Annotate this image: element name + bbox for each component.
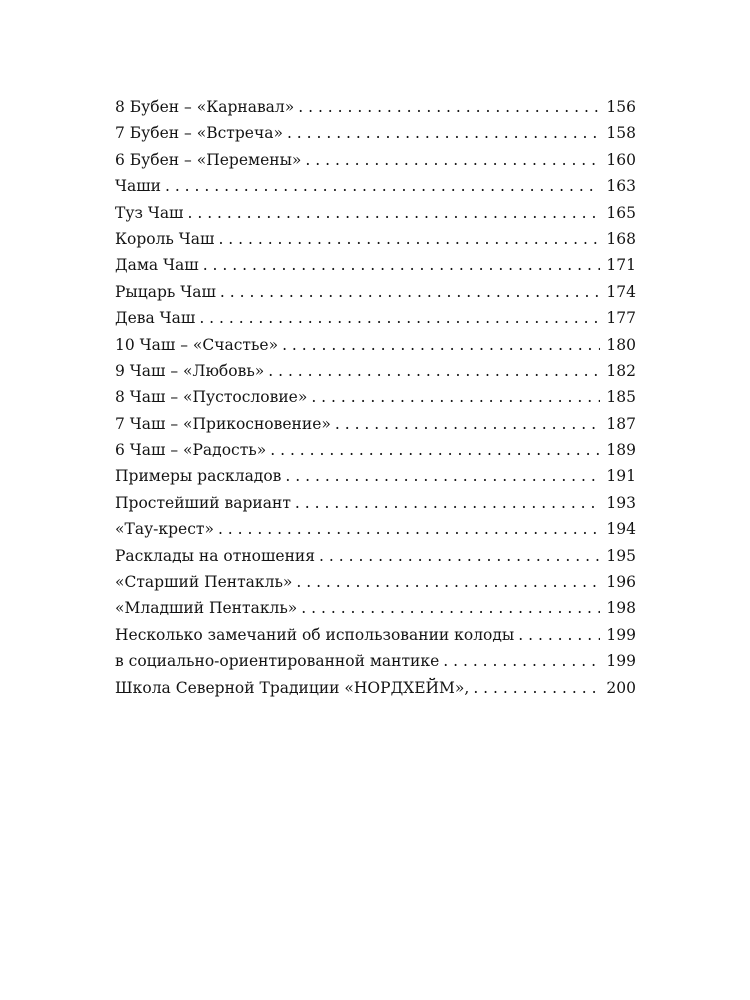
toc-entry-page: 194: [606, 520, 636, 539]
toc-entry: [115, 463, 636, 489]
toc-entry-page: 198: [606, 599, 636, 618]
dot-leader: [295, 490, 601, 516]
toc-entry: [115, 200, 636, 226]
toc-entry: [115, 332, 636, 358]
toc-entry-page: 185: [606, 388, 636, 407]
toc-entry: [115, 490, 636, 516]
toc-entry-title: 9 Чаш – «Любовь»: [115, 361, 265, 380]
toc-entry-title: Школа Северной Традиции «НОРДХЕЙМ»,: [115, 678, 470, 697]
toc-entry-title: Несколько замечаний об использовании колоды: [115, 625, 515, 644]
toc-entry-title: Король Чаш: [115, 229, 215, 248]
toc-entry-title: 7 Чаш – «Прикосновение»: [115, 414, 331, 433]
dot-leader: [285, 463, 600, 489]
dot-leader: [218, 226, 600, 252]
dot-leader: [443, 648, 600, 674]
toc-entry-title: 8 Бубен – «Карнавал»: [115, 98, 295, 116]
toc-entry: [115, 279, 636, 305]
toc-entry-title: Простейший вариант: [115, 493, 291, 512]
toc-entry: [115, 411, 636, 437]
toc-entry-title: 8 Чаш – «Пустословие»: [115, 388, 308, 407]
dot-leader: [296, 569, 600, 595]
toc-entry: [115, 94, 636, 120]
toc-entry-title: Примеры раскладов: [115, 467, 282, 486]
toc-entry: [115, 437, 636, 463]
dot-leader: [282, 332, 600, 358]
toc-entry: [115, 147, 636, 173]
toc-entry-page: 187: [606, 414, 636, 433]
toc-entry-title: в социально-ориентированной мантике: [115, 652, 440, 671]
dot-leader: [203, 252, 601, 278]
toc-entry-title: Дева Чаш: [115, 309, 196, 328]
toc-entry: [115, 173, 636, 199]
toc-entry-page: 196: [606, 573, 636, 592]
dot-leader: [287, 120, 600, 146]
toc-entry-page: 200: [606, 678, 636, 697]
dot-leader: [165, 173, 600, 199]
dot-leader: [298, 94, 600, 120]
toc-entry-title: 10 Чаш – «Счастье»: [115, 335, 279, 354]
toc-entry-page: 168: [606, 229, 636, 248]
toc-entry: [115, 384, 636, 410]
toc-entry-title: Рыцарь Чаш: [115, 282, 216, 301]
dot-leader: [270, 437, 600, 463]
toc-entry-page: 165: [606, 203, 636, 222]
toc-entry-title: «Старший Пентакль»: [115, 573, 293, 592]
dot-leader: [305, 147, 600, 173]
toc-entry-page: 191: [606, 467, 636, 486]
dot-leader: [301, 595, 600, 621]
toc-entry-page: 177: [606, 309, 636, 328]
dot-leader: [268, 358, 600, 384]
toc-entry-page: 199: [606, 652, 636, 671]
toc-entry-page: 160: [606, 150, 636, 169]
toc-entry-title: Расклады на отношения: [115, 546, 316, 565]
toc-entry-page: 174: [606, 282, 636, 301]
toc-entry: [115, 226, 636, 252]
toc-entry-title: Туз Чаш: [115, 203, 184, 222]
toc-entry: [115, 595, 636, 621]
toc-entry-page: 193: [606, 493, 636, 512]
toc-entry-title: Чаши: [115, 177, 161, 196]
toc-entry-page: 171: [606, 256, 636, 275]
toc-entry: [115, 569, 636, 595]
dot-leader: [220, 279, 601, 305]
toc-entry-page: 158: [606, 124, 636, 143]
toc-entry: [115, 622, 636, 648]
toc-entry: [115, 543, 636, 569]
toc-entry: [115, 120, 636, 146]
toc-entry-title: 7 Бубен – «Встреча»: [115, 124, 283, 143]
dot-leader: [518, 622, 600, 648]
toc-entry-page: 156: [606, 98, 636, 116]
dot-leader: [319, 543, 600, 569]
toc-entry-page: 199: [606, 625, 636, 644]
toc-entry-title: «Младший Пентакль»: [115, 599, 298, 618]
table-of-contents: [115, 94, 636, 701]
toc-entry: [115, 516, 636, 542]
toc-entry-page: 182: [606, 361, 636, 380]
toc-entry: [115, 305, 636, 331]
dot-leader: [335, 411, 601, 437]
dot-leader: [311, 384, 600, 410]
toc-entry-title: Дама Чаш: [115, 256, 199, 275]
dot-leader: [187, 200, 600, 226]
toc-entry-page: 189: [606, 441, 636, 460]
toc-entry: [115, 358, 636, 384]
toc-entry-page: 180: [606, 335, 636, 354]
toc-entry-title: «Тау-крест»: [115, 520, 214, 539]
toc-entry-page: 163: [606, 177, 636, 196]
toc-entry-title: 6 Бубен – «Перемены»: [115, 150, 302, 169]
dot-leader: [199, 305, 600, 331]
dot-leader: [218, 516, 600, 542]
toc-entry: [115, 675, 636, 701]
toc-entry-page: 195: [606, 546, 636, 565]
toc-entry: [115, 648, 636, 674]
toc-entry: [115, 252, 636, 278]
toc-entry-title: 6 Чаш – «Радость»: [115, 441, 267, 460]
dot-leader: [473, 675, 600, 701]
